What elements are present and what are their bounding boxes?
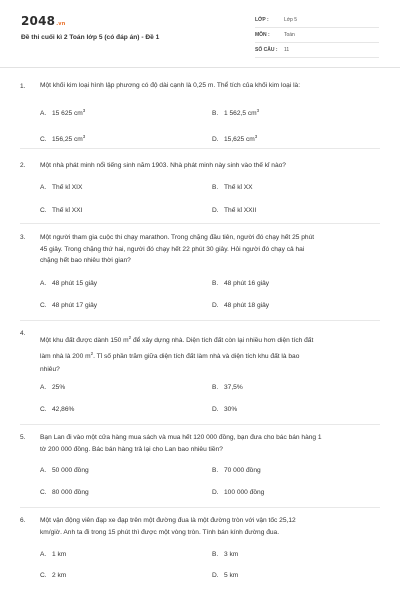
question-text — [40, 331, 370, 376]
question-separator — [20, 424, 380, 425]
option-letter: C. — [40, 207, 47, 214]
answer-option-b[interactable] — [212, 467, 261, 474]
option-letter: B. — [212, 551, 219, 558]
question-number: 4. — [20, 330, 26, 337]
answer-option-c[interactable] — [40, 207, 82, 214]
option-text: 156,25 cm — [52, 136, 83, 144]
answer-option-d[interactable] — [212, 207, 256, 214]
answer-option-c[interactable] — [40, 134, 85, 143]
option-letter: A. — [40, 467, 47, 474]
site-logo[interactable] — [21, 14, 66, 28]
header-divider — [0, 67, 400, 68]
question-text — [40, 160, 370, 172]
line-text: làm nhà là 200 m — [40, 353, 91, 361]
question-line: 45 giây. Trong chặng thứ hai, người đó chạy hết 22 phút 30 giây. Hỏi người đó chạy cả hai — [40, 245, 305, 253]
option-text: 15,625 cm — [224, 136, 255, 144]
meta-label: LỚP : — [255, 17, 269, 23]
answer-option-a[interactable] — [40, 184, 82, 191]
meta-value: 11 — [284, 47, 290, 53]
logo-tld: .vn — [56, 21, 66, 27]
meta-label: MÔN : — [255, 32, 270, 38]
option-sup: 3 — [82, 134, 86, 139]
question-text — [40, 232, 370, 267]
option-text: 70 000 đồng — [224, 467, 261, 474]
option-letter: D. — [212, 207, 219, 214]
option-text: Thế kỉ XXII — [224, 207, 257, 214]
option-text: 25% — [52, 384, 66, 391]
option-letter: C. — [40, 136, 47, 144]
option-letter: A. — [40, 110, 47, 118]
logo-main: 2048 — [21, 14, 56, 28]
question-line: Một khối kim loại hình lập phương có độ dài cạnh là 0,25 m. Thể tích của khối kim loại là: — [40, 82, 301, 89]
question-line: Một vận động viên đạp xe đạp trên một đường đua là một đường tròn với vận tốc 25,12 — [40, 517, 296, 524]
question-line: tờ 200 000 đồng. Bác bán hàng trả lại cho Lan bao nhiêu tiền? — [40, 445, 223, 453]
answer-option-a[interactable] — [40, 280, 97, 287]
question-line: Bạn Lan đi vào một cửa hàng mua sách và mua hết 120 000 đồng, bạn đưa cho bác bán hàng 1 — [40, 434, 322, 441]
meta-value: Lớp 5 — [284, 17, 298, 23]
answer-option-d[interactable] — [212, 489, 264, 496]
option-text: 48 phút 18 giây — [224, 302, 270, 309]
page-header — [0, 0, 400, 64]
question-line — [40, 347, 370, 363]
meta-row-count — [255, 44, 379, 58]
option-letter: D. — [212, 136, 219, 144]
answer-option-c[interactable] — [40, 302, 97, 309]
option-text: 1 km — [52, 551, 67, 558]
line-sup: 2 — [90, 351, 94, 357]
option-text: 48 phút 15 giây — [52, 280, 98, 287]
option-text: 1 562,5 cm — [224, 110, 257, 118]
question-text — [40, 515, 370, 538]
option-letter: B. — [212, 110, 219, 118]
option-text: 2 km — [52, 572, 67, 579]
question-line: km/giờ. Anh ta đi trong 15 phút thì được một vòng tròn. Tính bán kính đường đua. — [40, 528, 280, 536]
answer-option-a[interactable] — [40, 467, 89, 474]
page-title: Đề thi cuối kì 2 Toán lớp 5 (có đáp án) - Đề 1 — [21, 34, 160, 41]
answer-option-b[interactable] — [212, 280, 269, 287]
answer-option-a[interactable] — [40, 108, 85, 117]
option-text: 30% — [224, 406, 238, 413]
answer-option-c[interactable] — [40, 572, 66, 579]
question-separator — [20, 507, 380, 508]
answer-option-a[interactable] — [40, 384, 65, 391]
line-text: Một khu đất được dành 150 m — [40, 337, 129, 345]
question-line — [40, 363, 370, 376]
question-line — [40, 331, 370, 347]
answer-option-a[interactable] — [40, 551, 66, 558]
meta-label: SỐ CÂU : — [255, 47, 278, 53]
question-line: chặng hết bao nhiêu thời gian? — [40, 257, 131, 264]
option-letter: B. — [212, 384, 219, 391]
meta-row-subject — [255, 29, 379, 43]
option-sup: 3 — [82, 108, 86, 113]
option-text: 5 km — [224, 572, 239, 579]
answer-option-b[interactable] — [212, 108, 259, 117]
question-separator — [20, 148, 380, 149]
option-letter: A. — [40, 551, 47, 558]
question-text — [40, 432, 370, 455]
question-line: Một người tham gia cuộc thi chạy marathon. Trong chặng đầu tiên, người đó chạy hết 25 phút — [40, 234, 315, 241]
option-text: 48 phút 17 giây — [52, 302, 98, 309]
question-number: 5. — [20, 434, 26, 441]
answer-option-b[interactable] — [212, 184, 253, 191]
option-letter: B. — [212, 280, 219, 287]
option-text: 42,86% — [52, 406, 75, 413]
question-line: Một nhà phát minh nổi tiếng sinh năm 1903. Nhà phát minh này sinh vào thế kỉ nào? — [40, 162, 286, 169]
meta-row-class — [255, 14, 379, 28]
option-text: 3 km — [224, 551, 239, 558]
option-letter: C. — [40, 406, 47, 413]
answer-option-d[interactable] — [212, 302, 269, 309]
option-letter: D. — [212, 406, 219, 413]
question-text — [40, 80, 370, 92]
line-text: để xây dựng nhà. Diện tích đất còn lại nhiều hơn diện tích đất — [131, 337, 314, 345]
option-letter: C. — [40, 489, 47, 496]
answer-option-b[interactable] — [212, 551, 238, 558]
question-separator — [20, 223, 380, 224]
answer-option-c[interactable] — [40, 406, 74, 413]
option-letter: D. — [212, 572, 219, 579]
option-sup: 3 — [256, 108, 260, 113]
option-text: 48 phút 16 giây — [224, 280, 270, 287]
option-text: Thế kỉ XIX — [52, 184, 83, 191]
option-letter: B. — [212, 184, 219, 191]
answer-option-d[interactable] — [212, 572, 238, 579]
answer-option-d[interactable] — [212, 134, 257, 143]
option-letter: A. — [40, 184, 47, 191]
option-text: 15 625 cm — [52, 110, 83, 118]
option-letter: C. — [40, 302, 47, 309]
option-text: 100 000 đồng — [224, 489, 265, 496]
question-separator — [20, 320, 380, 321]
answer-option-b[interactable] — [212, 384, 243, 391]
question-number: 6. — [20, 517, 26, 524]
answer-option-d[interactable] — [212, 406, 237, 413]
meta-value: Toán — [284, 32, 295, 38]
line-sup: 2 — [128, 335, 132, 340]
question-number: 3. — [20, 234, 26, 241]
option-letter: B. — [212, 467, 219, 474]
option-text: 37,5% — [224, 384, 243, 391]
option-text: 50 000 đồng — [52, 467, 89, 474]
question-number: 1. — [20, 83, 26, 90]
option-sup: 3 — [254, 134, 258, 139]
option-letter: D. — [212, 302, 219, 309]
option-text: Thế kỉ XX — [224, 184, 253, 191]
line-text: . Tỉ số phần trăm giữa diện tích đất làm nhà và diện tích khu đất là bao — [93, 353, 300, 361]
option-letter: C. — [40, 572, 47, 579]
option-letter: A. — [40, 280, 47, 287]
question-number: 2. — [20, 162, 26, 169]
option-text: Thế kỉ XXI — [52, 207, 83, 214]
answer-option-c[interactable] — [40, 489, 89, 496]
option-text: 80 000 đồng — [52, 489, 89, 496]
option-letter: A. — [40, 384, 47, 391]
line-text: nhiêu? — [40, 366, 60, 374]
option-letter: D. — [212, 489, 219, 496]
